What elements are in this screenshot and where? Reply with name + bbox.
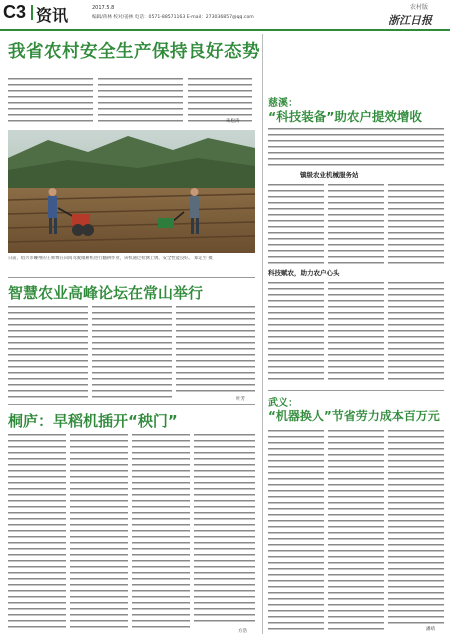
- cixi-col-4: [268, 280, 324, 382]
- section-divider-icon: [31, 5, 33, 20]
- cixi-col-2: [328, 182, 384, 264]
- forum-col-3: [176, 304, 255, 396]
- forum-author: 叶芳: [236, 397, 245, 402]
- lead-col-2: [98, 76, 183, 124]
- issue-date: 2017.5.8: [92, 5, 115, 11]
- forum-col-2: [92, 304, 172, 402]
- cixi-subhead-1: 镇级农业机械服务站: [300, 171, 359, 179]
- tonglu-rule: [8, 404, 255, 405]
- logo-main: 浙江日报: [388, 14, 432, 27]
- tonglu-author: 方浩: [238, 629, 247, 634]
- wuyi-col-3: [388, 428, 444, 624]
- wuyi-headline: “机器换人”节省劳力成本百万元: [268, 409, 440, 423]
- wuyi-col-1: [268, 428, 324, 632]
- wuyi-col-2: [328, 428, 384, 632]
- wuyi-location: 武义：: [268, 398, 298, 409]
- forum-col-1: [8, 304, 88, 402]
- masthead-rule: [0, 29, 450, 31]
- tonglu-col-3: [132, 432, 190, 632]
- lead-col-1: [8, 76, 93, 124]
- cixi-subhead-2: 科技赋农，助力农户心头: [268, 269, 340, 277]
- cixi-lead-para: [268, 126, 444, 168]
- section-letter: C3: [3, 2, 27, 22]
- editor-line: 编辑/蒋林 校对/姜林 电话：0571-88571163 E-mail：273036857@qq.com: [92, 15, 254, 20]
- tonglu-headline: 桐庐：早稻机插开“秧门”: [8, 412, 178, 430]
- cixi-col-6: [388, 280, 444, 382]
- cixi-location: 慈溪：: [268, 98, 298, 109]
- lead-col-3: [188, 76, 252, 124]
- cixi-col-5: [328, 280, 384, 382]
- wuyi-author: 潘靖: [426, 627, 435, 632]
- forum-rule: [8, 277, 255, 278]
- forum-headline: 智慧农业高峰论坛在常山举行: [8, 284, 204, 302]
- lead-headline: 我省农村安全生产保持良好态势: [8, 42, 260, 62]
- tonglu-col-4: [194, 432, 255, 626]
- tonglu-col-2: [70, 432, 128, 632]
- logo-top: 农村版: [410, 4, 429, 11]
- cixi-col-3: [388, 182, 444, 264]
- lead-photo-caption: 日前，绍兴市嵊州的王师傅在田间驾驶微耕机进行翻耕作业，该机通过检测上牌，安全性能良好。 郑定至 摄: [8, 256, 213, 261]
- section-name: 资讯: [36, 6, 69, 25]
- cixi-col-1: [268, 182, 324, 264]
- tonglu-col-1: [8, 432, 66, 632]
- wuyi-rule: [268, 390, 444, 391]
- farm-photo-icon: [8, 130, 255, 253]
- column-divider: [262, 34, 263, 634]
- lead-author: 朱松涛: [226, 119, 240, 124]
- cixi-headline: “科技装备”助农户提效增收: [268, 109, 422, 124]
- masthead: [0, 0, 450, 30]
- lead-photo: [8, 130, 255, 253]
